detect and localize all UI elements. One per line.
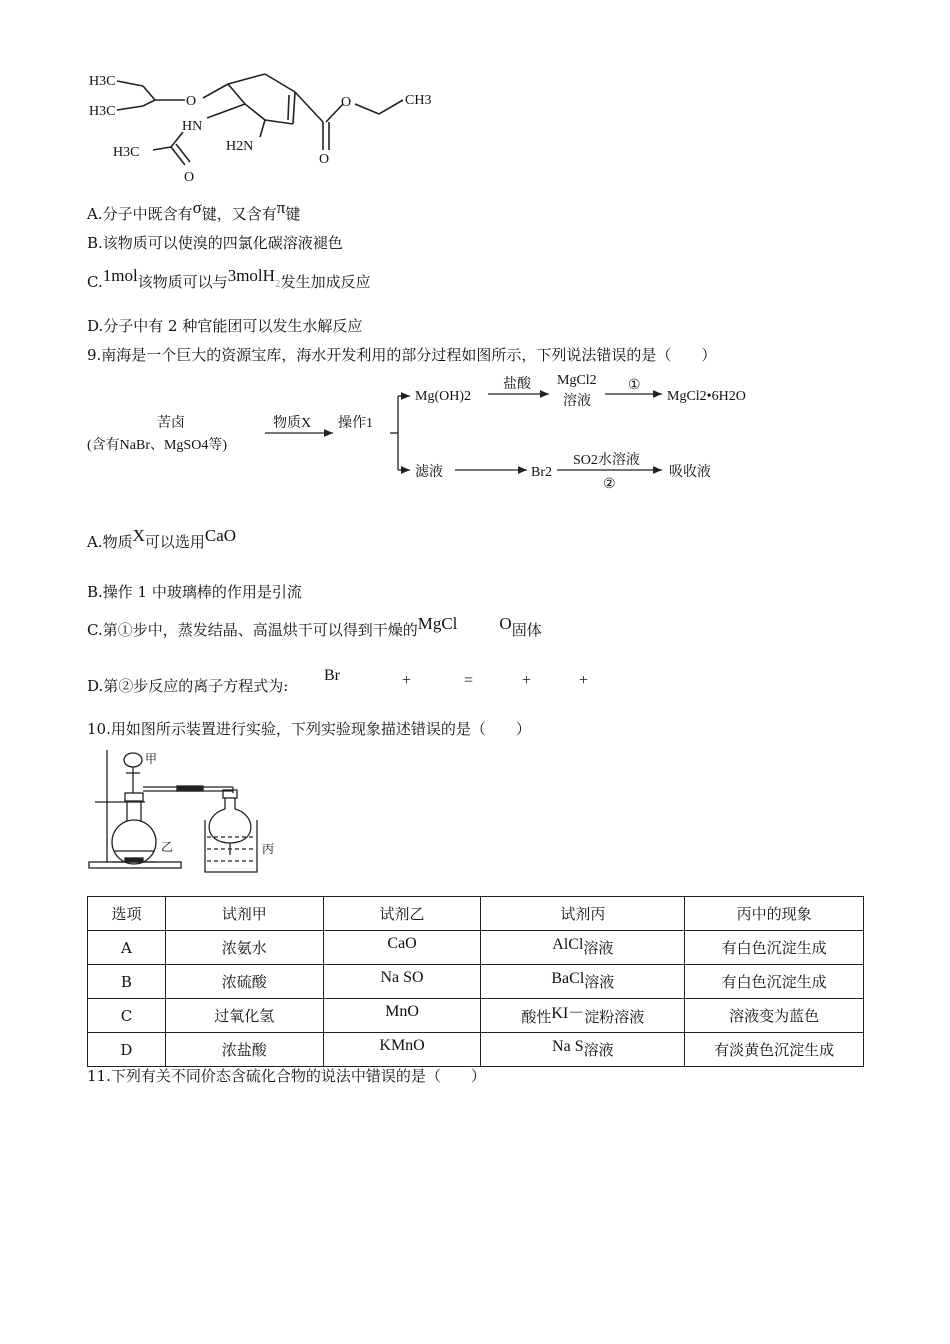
substance-x: 物质X xyxy=(273,416,312,431)
mgcl2-solution: MgCl2 xyxy=(557,373,597,388)
molecule-structure xyxy=(85,62,445,187)
mg-oh2: Mg(OH)2 xyxy=(415,389,471,404)
q9-option-a: A.物质X可以选用CaO xyxy=(87,526,237,551)
process-flow-diagram xyxy=(85,370,785,500)
table-header: 试剂乙 xyxy=(323,897,481,931)
sigma-symbol: σ xyxy=(192,198,202,217)
table-header: 丙中的现象 xyxy=(685,897,864,931)
q10-stem: 10.用如图所示装置进行实验，下列实验现象描述错误的是（ ） xyxy=(87,720,531,738)
q9-option-c: C.第①步中，蒸发结晶、高温烘干可以得到干燥的MgCl O固体 xyxy=(87,614,542,639)
table-header: 选项 xyxy=(88,897,166,931)
bromine: Br2 xyxy=(531,465,552,480)
q8-option-a: A.分子中既含有σ键，又含有π键 xyxy=(87,198,301,223)
operation-1: 操作1 xyxy=(338,416,373,431)
q9-option-d: D.第②步反应的离子方程式为: Br + = + + xyxy=(87,667,589,695)
ch3-left: H3C xyxy=(113,145,140,160)
table-row: D 浓盐酸 KMnO Na S溶液 有淡黄色沉淀生成 xyxy=(88,1033,864,1067)
filtrate: 滤液 xyxy=(415,465,443,480)
table-row: B 浓硫酸 Na SO BaCl溶液 有白色沉淀生成 xyxy=(88,965,864,999)
q9-stem: 9.南海是一个巨大的资源宝库，海水开发利用的部分过程如图所示，下列说法错误的是（ ） xyxy=(87,346,717,364)
ether-oxygen: O xyxy=(186,94,197,109)
pi-symbol: π xyxy=(276,198,286,217)
carbonyl-oxygen: O xyxy=(319,152,330,167)
mgcl2-hydrate: MgCl2•6H2O xyxy=(667,389,746,404)
ch3-right: CH3 xyxy=(405,93,432,108)
q9-option-b: B.操作 1 中玻璃棒的作用是引流 xyxy=(87,583,302,601)
apparatus-diagram xyxy=(85,745,285,877)
reagent-jia-label: 甲 xyxy=(145,752,158,766)
table-row: A 浓氨水 CaO AlCl溶液 有白色沉淀生成 xyxy=(88,931,864,965)
absorbent-solution: 吸收液 xyxy=(669,465,711,480)
nh2-group: H2N xyxy=(226,139,254,154)
ch3-top: H3C xyxy=(89,74,116,89)
table-header: 试剂甲 xyxy=(165,897,323,931)
hydrochloric-acid: 盐酸 xyxy=(503,377,531,392)
table-row: C 过氧化氢 MnO 酸性KI－淀粉溶液 溶液变为蓝色 xyxy=(88,999,864,1033)
q8-option-d: D.分子中有 2 种官能团可以发生水解反应 xyxy=(87,317,363,335)
brine-content: (含有NaBr、MgSO4等) xyxy=(87,438,227,453)
step-2: ② xyxy=(603,477,616,492)
q8-option-c: C.1mol该物质可以与3molH2发生加成反应 xyxy=(87,266,371,291)
amide-oxygen: O xyxy=(184,170,195,185)
ch3-mid: H3C xyxy=(89,104,116,119)
hn-group: HN xyxy=(182,119,203,134)
brine-label: 苦卤 xyxy=(157,416,185,431)
table-header: 试剂丙 xyxy=(481,897,685,931)
step-1: ① xyxy=(628,378,641,393)
q8-option-b: B.该物质可以使溴的四氯化碳溶液褪色 xyxy=(87,234,343,252)
solution-label: 溶液 xyxy=(563,394,591,409)
reagent-table xyxy=(87,896,864,1067)
q11-stem: 11.下列有关不同价态含硫化合物的说法中错误的是（ ） xyxy=(87,1067,486,1085)
so2-aqueous: SO2水溶液 xyxy=(573,453,640,468)
reagent-bing-label: 丙 xyxy=(262,842,275,856)
reagent-yi-label: 乙 xyxy=(161,840,174,854)
ester-oxygen: O xyxy=(341,95,352,110)
table-header-row xyxy=(88,897,864,931)
